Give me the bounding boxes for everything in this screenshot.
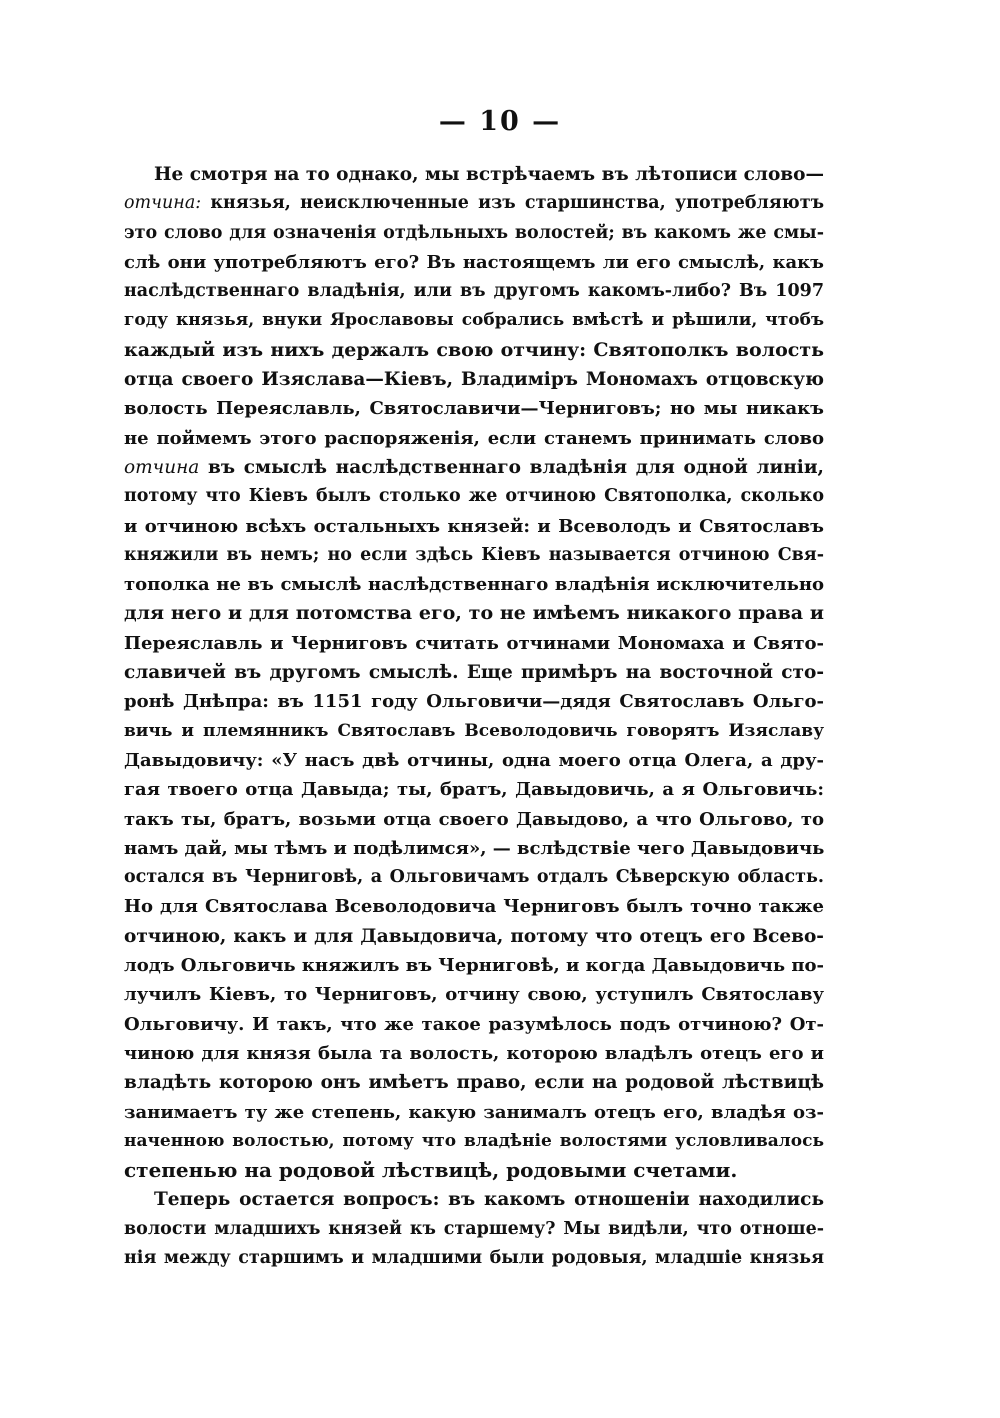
text-line: потому что Кіевъ былъ столько же отчиною Святополка, сколько (124, 486, 824, 507)
text-line: тополка не въ смыслѣ наслѣдственнаго владѣнія исключительно (124, 574, 824, 596)
text-line: не поймемъ этого распоряженія, если станемъ принимать слово (124, 427, 824, 449)
text-line: это слово для означенія отдѣльныхъ волостей; въ какомъ же смы- (124, 222, 824, 243)
text-line: Давыдовичу: «У насъ двѣ отчины, одна моего отца Олега, а дру- (124, 749, 824, 771)
text-line: Но для Святослава Всеволодовича Черниговъ былъ точно также (124, 896, 824, 918)
italic-term: отчина (124, 456, 200, 478)
italic-term: отчина: (124, 193, 202, 214)
text-line: занимаетъ ту же степень, какую занималъ отецъ его, владѣя оз- (124, 1101, 824, 1123)
page-number: — 10 — (438, 106, 562, 137)
text-line: отца своего Изяслава—Кіевъ, Владиміръ Мономахъ отцовскую (124, 369, 824, 391)
text-line: нія между старшимъ и младшими были родовыя, младшіе князья (124, 1247, 824, 1268)
text-line: гая твоего отца Давыда; ты, братъ, Давыдовичь, а я Ольговичь: (124, 779, 824, 801)
text-line: Ольговичу. И такъ, что же такое разумѣлось подъ отчиною? От- (124, 1013, 824, 1035)
paragraph (124, 160, 824, 1185)
text-line: славичей въ другомъ смыслѣ. Еще примѣръ на восточной сто- (124, 662, 824, 684)
text-line: Теперь остается вопросъ: въ какомъ отношеніи находились (154, 1189, 824, 1211)
text-line: и отчиною всѣхъ остальныхъ князей: и Всеволодъ и Святославъ (124, 515, 824, 537)
text-line: остался въ Черниговѣ, а Ольговичамъ отдалъ Сѣверскую область. (124, 867, 824, 888)
line-remainder: князья, неисключенные изъ старшинства, употребляютъ (201, 193, 824, 214)
text-line: наслѣдственнаго владѣнія, или въ другомъ какомъ-либо? Въ 1097 (124, 281, 824, 302)
text-line: вичь и племянникъ Святославъ Всеволодовичь говорятъ Изяславу (124, 720, 824, 741)
text-line: Не смотря на то однако, мы встрѣчаемъ въ лѣтописи слово— (154, 164, 824, 185)
text-line: Переяславль и Черниговъ считать отчинами Мономаха и Свято- (124, 632, 824, 654)
text-line: княжили въ немъ; но если здѣсь Кіевъ называется отчиною Свя- (124, 544, 824, 565)
text-line: владѣть которою онъ имѣетъ право, если на родовой лѣствицѣ (124, 1072, 824, 1094)
text-line: намъ дай, мы тѣмъ и подѣлимся», — вслѣдствіе чего Давыдовичь (124, 837, 824, 859)
text-line: лучилъ Кіевъ, то Черниговъ, отчину свою, уступилъ Святославу (124, 984, 824, 1006)
text-line (124, 453, 824, 482)
text-line: для него и для потомства его, то не имѣемъ никакого права и (124, 602, 824, 625)
text-line: каждый изъ нихъ держалъ свою отчину: Святополкъ волость (124, 338, 824, 361)
text-line: отчиною, какъ и для Давыдовича, потому что отецъ его Всево- (124, 925, 824, 947)
text-line: степенью на родовой лѣствицѣ, родовыми счетами. (124, 1158, 738, 1183)
text-line: слѣ они употребляютъ его? Въ настоящемъ ли его смыслѣ, какъ (124, 251, 824, 273)
text-line (124, 189, 824, 218)
text-line: волость Переяславль, Святославичи—Черниговъ; но мы никакъ (124, 398, 824, 420)
text-line: волости младшихъ князей къ старшему? Мы видѣли, что отноше- (124, 1218, 824, 1239)
text-line: лодъ Ольговичь княжилъ въ Черниговѣ, и когда Давыдовичь по- (124, 955, 824, 977)
body-text (124, 160, 824, 1273)
line-remainder: въ смыслѣ наслѣдственнаго владѣнія для одной линіи, (199, 456, 824, 478)
paragraph (124, 1185, 824, 1273)
text-line: чиною для князя была та волость, которою владѣлъ отецъ его и (124, 1042, 824, 1064)
text-line: году князья, внуки Ярославовы собрались вмѣстѣ и рѣшили, чтобъ (124, 310, 824, 331)
text-line: такъ ты, братъ, возьми отца своего Давыдово, а что Ольгово, то (124, 808, 824, 830)
text-line: ронѣ Днѣпра: въ 1151 году Ольговичи—дядя Святославъ Ольго- (124, 691, 824, 713)
text-line: наченною волостью, потому что владѣніе волостями условливалось (124, 1130, 824, 1151)
